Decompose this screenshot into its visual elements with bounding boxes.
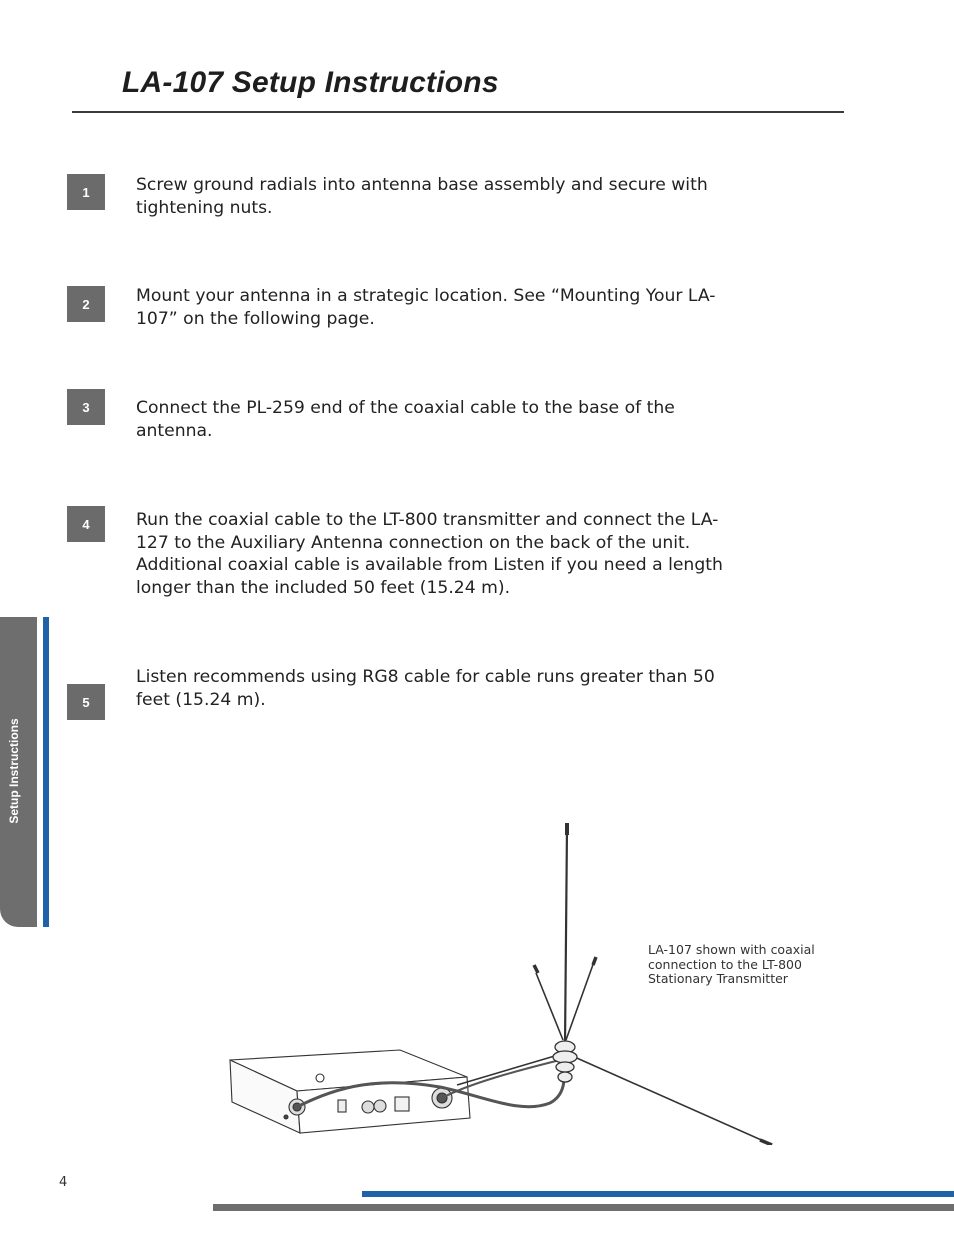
footer-blue-bar [362,1191,954,1197]
step-text-4: Run the coaxial cable to the LT-800 transmitter and connect the LA-127 to the Auxiliary Antenna connection on the back of the unit. Additional coaxial cable is available from Listen if you need a length longer than the included 50 feet (15.24 m). [136,510,723,598]
sidebar-tab-label: Setup Instructions [7,718,21,824]
step-number-2: 2 [67,286,105,322]
transmitter-unit [230,1050,470,1133]
step-text-1: Screw ground radials into antenna base assembly and secure with tightening nuts. [136,175,708,218]
step-text-5: Listen recommends using RG8 cable for cable runs greater than 50 feet (15.24 m). [136,667,715,710]
step-number-1: 1 [67,174,105,210]
figure-caption: LA-107 shown with coaxial connection to the LT-800 Stationary Transmitter [648,942,815,986]
title-divider [72,111,844,113]
page-title: LA-107 Setup Instructions [122,66,499,99]
step-number-3: 3 [67,389,105,425]
step-number-4: 4 [67,506,105,542]
page-number: 4 [59,1175,68,1190]
footer-gray-bar [213,1204,954,1211]
sidebar-accent-bar [43,617,49,927]
step-number-5: 5 [67,684,105,720]
step-text-3: Connect the PL-259 end of the coaxial cable to the base of the antenna. [136,398,675,441]
step-text-2: Mount your antenna in a strategic location. See “Mounting Your LA-107” on the following page. [136,286,716,329]
